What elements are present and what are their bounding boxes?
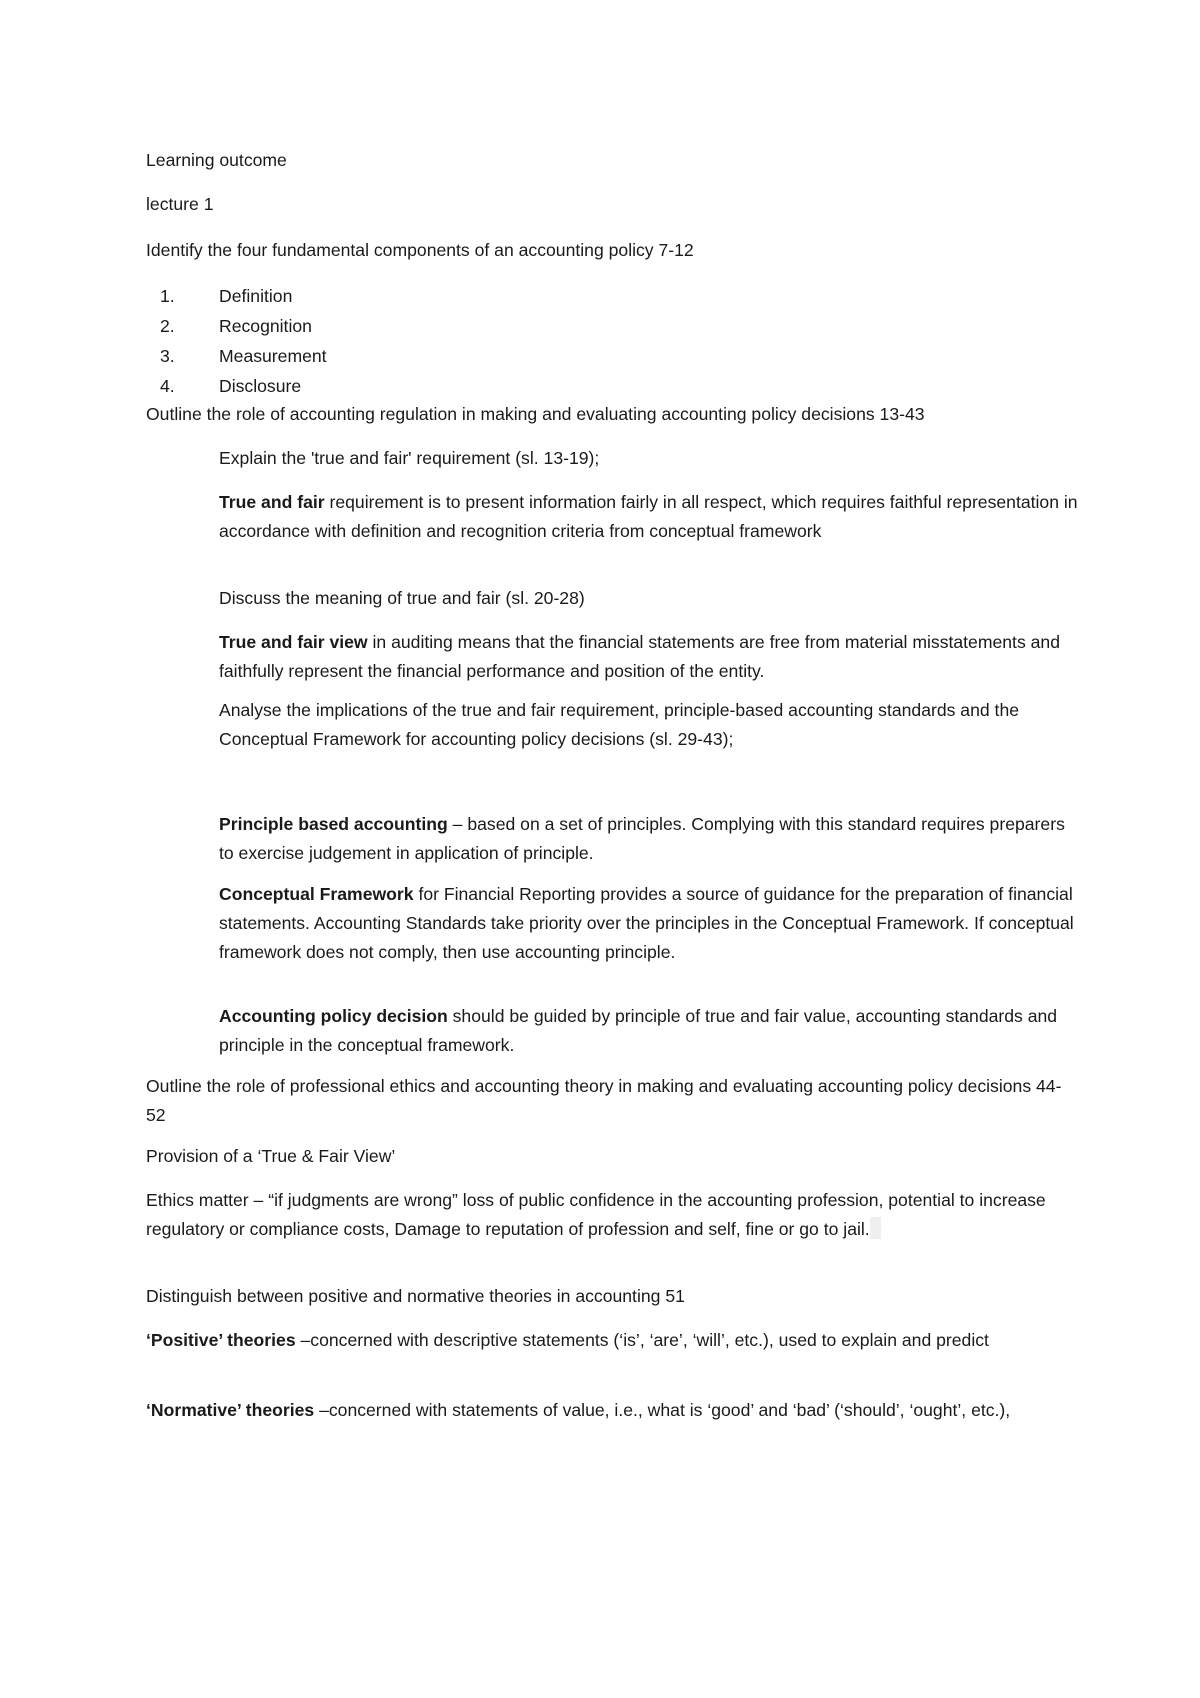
term-label: True and fair <box>219 492 325 512</box>
learning-outcome-1: Identify the four fundamental components of an accounting policy 7-12 <box>146 240 694 260</box>
true-and-fair-view-paragraph: True and fair view in auditing means that the financial statements are free from material misstatements and faithfully represent the financial performance and position of the entity. <box>219 632 1060 681</box>
list-item: 1. Definition <box>160 282 327 312</box>
normative-theories-paragraph: ‘Normative’ theories –concerned with statements of value, i.e., what is ‘good’ and ‘bad’ (‘should’, ‘ought’, etc.), <box>146 1400 1011 1420</box>
list-item: 3. Measurement <box>160 342 327 372</box>
lecture-label: lecture 1 <box>146 194 214 214</box>
document-heading: Learning outcome <box>146 150 287 170</box>
term-label: ‘Normative’ theories <box>146 1400 315 1420</box>
discuss-subheading: Discuss the meaning of true and fair (sl. 20-28) <box>219 588 585 608</box>
conceptual-framework-paragraph: Conceptual Framework for Financial Reporting provides a source of guidance for the preparation of financial statements. Accounting Standards take priority over the principles in the Conceptual Framework. If conceptual framework does not comply, then use accounting principle. <box>219 884 1074 962</box>
components-list <box>160 282 327 402</box>
provision-line: Provision of a ‘True & Fair View’ <box>146 1146 396 1166</box>
learning-outcome-2: Outline the role of accounting regulation in making and evaluating accounting policy decisions 13-43 <box>146 404 925 424</box>
list-item: 2. Recognition <box>160 312 327 342</box>
principle-based-accounting-paragraph: Principle based accounting – based on a set of principles. Complying with this standard requires preparers to exercise judgement in application of principle. <box>219 814 1065 863</box>
accounting-policy-decision-paragraph: Accounting policy decision should be guided by principle of true and fair value, accounting standards and principle in the conceptual framework. <box>219 1006 1058 1055</box>
term-label: Conceptual Framework <box>219 884 414 904</box>
list-item-label: Definition <box>219 286 293 306</box>
analyse-subheading: Analyse the implications of the true and fair requirement, principle-based accounting standards and the Conceptual Framework for accounting policy decisions (sl. 29-43); <box>219 700 1020 749</box>
list-item-label: Measurement <box>219 346 327 366</box>
positive-theories-paragraph: ‘Positive’ theories –concerned with descriptive statements (‘is’, ‘are’, ‘will’, etc.), used to explain and predict <box>146 1330 989 1350</box>
term-label: True and fair view <box>219 632 368 652</box>
list-item-label: Recognition <box>219 316 312 336</box>
term-label: Principle based accounting <box>219 814 448 834</box>
true-and-fair-requirement-paragraph: True and fair requirement is to present information fairly in all respect, which requires faithful representation in accordance with definition and recognition criteria from conceptual framework <box>219 492 1078 541</box>
term-label: Accounting policy decision <box>219 1006 448 1026</box>
ethics-paragraph: Ethics matter – “if judgments are wrong” loss of public confidence in the accounting profession, potential to increase regulatory or compliance costs, Damage to reputation of profession and self, fine or go to jail. <box>146 1190 1046 1239</box>
term-label: ‘Positive’ theories <box>146 1330 296 1350</box>
highlight-mark <box>870 1217 881 1239</box>
learning-outcome-3: Outline the role of professional ethics and accounting theory in making and evaluating accounting policy decisions 44-52 <box>146 1076 1062 1125</box>
list-item-label: Disclosure <box>219 376 302 396</box>
explain-subheading: Explain the 'true and fair' requirement (sl. 13-19); <box>219 448 600 468</box>
list-item: 4. Disclosure <box>160 372 327 402</box>
distinguish-heading: Distinguish between positive and normative theories in accounting 51 <box>146 1286 685 1306</box>
